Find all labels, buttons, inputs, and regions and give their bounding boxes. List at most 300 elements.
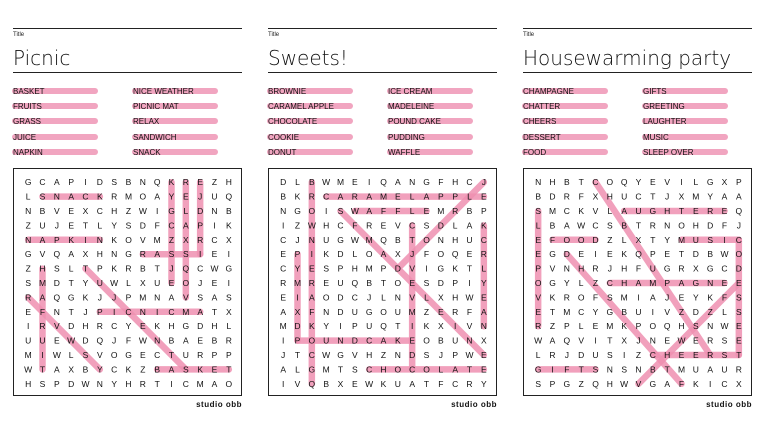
grid-letter: O: [308, 335, 316, 346]
grid-letter: D: [53, 278, 60, 288]
word-item: [13, 130, 45, 145]
grid-letter: Q: [735, 206, 743, 216]
title-rule: [523, 72, 752, 73]
grid-letter: S: [621, 364, 628, 375]
grid-letter: Z: [294, 220, 301, 231]
grid-letter: B: [649, 364, 656, 375]
grid-letter: V: [549, 263, 556, 274]
grid-letter: O: [125, 234, 132, 245]
grid-letter: B: [154, 364, 161, 375]
grid-letter: D: [139, 220, 146, 231]
grid-letter: R: [366, 220, 373, 231]
grid-letter: D: [82, 335, 89, 346]
grid-letter: I: [324, 206, 328, 216]
grid-letter: Y: [592, 306, 599, 317]
word-label: GREETING: [643, 102, 685, 112]
grid-letter: B: [308, 177, 315, 188]
grid-letter: G: [549, 249, 556, 260]
grid-letter: E: [323, 278, 330, 288]
grid-letter: J: [607, 263, 612, 274]
grid-letter: J: [367, 292, 372, 303]
word-list-col1: [268, 84, 334, 160]
letter-grid: [523, 168, 752, 396]
grid-letter: M: [692, 191, 700, 202]
grid-letter: H: [621, 278, 628, 288]
grid-letter: S: [197, 292, 204, 303]
letter-grid: [13, 168, 242, 396]
word-item: [388, 99, 441, 114]
grid-letter: T: [337, 364, 344, 375]
grid-letter: F: [39, 306, 46, 317]
grid-letter: Q: [380, 234, 387, 245]
grid-letter: H: [452, 177, 459, 188]
grid-letter: R: [351, 191, 358, 202]
grid-letter: W: [322, 350, 331, 360]
grid-letter: K: [549, 292, 556, 303]
word-label: CHATTER: [523, 102, 561, 112]
word-label: FRUITS: [13, 102, 42, 112]
puzzle-title: Housewarming party: [523, 46, 732, 70]
grid-letter: U: [323, 234, 330, 245]
grid-letter: T: [409, 234, 415, 245]
grid-letter: A: [549, 335, 556, 346]
grid-letter: M: [408, 306, 416, 317]
grid-letter: C: [606, 278, 613, 288]
grid-letter: M: [124, 191, 133, 202]
grid-letter: I: [425, 263, 428, 274]
grid-letter: V: [592, 206, 599, 216]
grid-letter: G: [225, 263, 233, 274]
grid-letter: T: [39, 364, 46, 375]
grid-letter: I: [310, 249, 314, 260]
grid-letter: B: [535, 191, 542, 202]
grid-letter: S: [125, 220, 132, 231]
grid-letter: B: [621, 220, 628, 231]
word-label: CHOCOLATE: [268, 117, 318, 127]
grid-letter: W: [365, 378, 374, 389]
grid-letter: E: [578, 249, 585, 260]
grid-letter: B: [394, 234, 401, 245]
grid-letter: C: [111, 321, 118, 332]
grid-letter: I: [213, 220, 216, 231]
grid-letter: H: [25, 378, 32, 389]
grid-letter: E: [437, 306, 444, 317]
grid-letter: A: [154, 191, 161, 202]
word-label: CHAMPAGNE: [523, 87, 574, 96]
grid-letter: W: [322, 177, 331, 188]
grid-letter: N: [25, 206, 32, 216]
grid-letter: U: [25, 335, 32, 346]
grid-letter: D: [592, 234, 599, 245]
grid-letter: L: [578, 278, 584, 288]
grid-letter: U: [96, 278, 103, 288]
grid-letter: E: [280, 249, 287, 260]
grid-letter: A: [721, 191, 728, 202]
grid-letter: A: [409, 378, 416, 389]
grid-letter: O: [649, 321, 657, 332]
grid-letter: N: [480, 321, 487, 332]
grid-letter: D: [197, 321, 204, 332]
grid-letter: L: [438, 364, 444, 375]
grid-letter: W: [307, 220, 316, 231]
grid-letter: P: [649, 249, 656, 260]
grid-letter: B: [280, 191, 287, 202]
grid-letter: C: [480, 234, 487, 245]
grid-letter: L: [467, 191, 472, 202]
grid-letter: E: [480, 292, 487, 303]
grid-letter: N: [437, 234, 444, 245]
grid-letter: Q: [380, 321, 387, 332]
grid-letter: F: [438, 177, 444, 188]
grid-letter: I: [339, 321, 342, 332]
grid-letter: C: [721, 378, 728, 389]
grid-letter: N: [25, 234, 32, 245]
grid-letter: W: [577, 220, 586, 231]
title-rule: [268, 72, 497, 73]
letter-grid: [268, 168, 497, 396]
grid-letter: I: [281, 335, 285, 346]
word-item: [643, 84, 694, 99]
grid-letter: U: [452, 335, 459, 346]
grid-letter: J: [198, 278, 203, 288]
grid-letter: C: [168, 306, 175, 317]
grid-letter: Y: [96, 364, 103, 375]
grid-letter: Y: [294, 263, 301, 274]
grid-letter: T: [380, 278, 387, 288]
grid-letter: F: [678, 378, 685, 389]
grid-letter: E: [692, 206, 699, 216]
grid-letter: D: [68, 378, 75, 389]
grid-letter: E: [649, 177, 656, 188]
grid-letter: G: [337, 350, 344, 360]
grid-canvas: [14, 169, 243, 397]
grid-letter: G: [606, 306, 614, 317]
grid-letter: T: [607, 335, 613, 346]
grid-letter: Q: [663, 321, 671, 332]
grid-letter: D: [563, 249, 570, 260]
grid-letter: N: [394, 292, 401, 303]
grid-letter: T: [736, 350, 742, 360]
grid-letter: H: [606, 191, 613, 202]
grid-letter: C: [366, 364, 373, 375]
grid-letter: A: [168, 364, 175, 375]
grid-letter: R: [452, 306, 459, 317]
word-label: NAPKIN: [13, 147, 43, 157]
grid-letter: J: [736, 220, 741, 231]
grid-letter: W: [110, 278, 119, 288]
grid-letter: S: [707, 234, 714, 245]
grid-letter: D: [68, 321, 75, 332]
grid-letter: D: [692, 306, 699, 317]
grid-letter: Q: [592, 378, 599, 389]
grid-letter: C: [308, 350, 315, 360]
grid-letter: M: [322, 364, 330, 375]
grid-letter: J: [198, 191, 203, 202]
grid-letter: V: [664, 177, 671, 188]
grid-letter: N: [139, 177, 146, 188]
grid-letter: C: [366, 335, 373, 346]
grid-letter: X: [225, 234, 232, 245]
grid-letter: R: [452, 206, 459, 216]
grid-letter: G: [294, 206, 301, 216]
grid-letter: R: [480, 249, 487, 260]
grid-letter: K: [294, 191, 301, 202]
grid-letter: B: [139, 263, 146, 274]
grid-letter: C: [82, 191, 89, 202]
grid-letter: F: [578, 191, 584, 202]
grid-letter: E: [678, 350, 685, 360]
grid-letter: S: [735, 306, 742, 317]
grid-letter: H: [111, 206, 118, 216]
grid-letter: M: [279, 321, 287, 332]
grid-letter: C: [211, 234, 218, 245]
grid-letter: I: [594, 335, 597, 346]
grid-letter: S: [39, 191, 46, 202]
grid-letter: T: [635, 220, 642, 231]
grid-letter: C: [337, 220, 344, 231]
word-label: ICE CREAM: [388, 87, 433, 96]
word-item: [388, 130, 441, 145]
grid-letter: K: [111, 234, 118, 245]
grid-letter: E: [394, 191, 401, 202]
grid-letter: A: [68, 249, 75, 260]
word-item: [268, 84, 334, 99]
grid-letter: S: [82, 350, 89, 360]
grid-letter: K: [82, 292, 89, 303]
top-rule: [523, 28, 752, 29]
grid-letter: R: [735, 364, 742, 375]
grid-letter: I: [198, 249, 202, 260]
grid-letter: J: [295, 234, 300, 245]
grid-letter: C: [592, 220, 599, 231]
grid-letter: G: [534, 364, 542, 375]
grid-letter: N: [707, 321, 714, 332]
word-item: [643, 99, 694, 114]
grid-letter: O: [182, 278, 190, 288]
grid-letter: L: [183, 206, 189, 216]
grid-letter: J: [83, 306, 88, 317]
grid-letter: N: [409, 177, 416, 188]
word-item: [268, 99, 334, 114]
grid-letter: F: [125, 335, 132, 346]
grid-letter: N: [111, 249, 118, 260]
grid-letter: A: [366, 206, 373, 216]
grid-letter: V: [394, 220, 401, 231]
title-caption: Title: [268, 32, 280, 38]
grid-letter: G: [182, 321, 190, 332]
grid-letter: F: [549, 234, 556, 245]
grid-letter: X: [621, 335, 628, 346]
grid-letter: T: [154, 378, 160, 389]
grid-letter: X: [294, 306, 301, 317]
grid-letter: D: [707, 220, 714, 231]
word-label: LAUGHTER: [643, 117, 687, 127]
grid-letter: A: [280, 306, 287, 317]
grid-letter: W: [52, 350, 61, 360]
grid-letter: A: [366, 191, 373, 202]
grid-letter: R: [592, 263, 599, 274]
grid-letter: S: [606, 220, 613, 231]
puzzle-panel-picnic: [13, 0, 242, 424]
grid-letter: G: [706, 263, 714, 274]
grid-letter: A: [308, 292, 315, 303]
grid-letter: R: [466, 378, 473, 389]
grid-letter: Q: [451, 249, 459, 260]
word-label: SLEEP OVER: [643, 147, 694, 157]
word-item: [643, 114, 694, 129]
grid-letter: A: [480, 306, 487, 317]
word-item: [13, 114, 45, 129]
grid-letter: I: [680, 177, 683, 188]
grid-letter: E: [139, 350, 146, 360]
word-item: [523, 99, 574, 114]
grid-letter: M: [677, 364, 686, 375]
grid-letter: X: [678, 191, 685, 202]
grid-letter: B: [466, 206, 473, 216]
grid-letter: O: [110, 350, 118, 360]
grid-canvas: [269, 169, 498, 397]
grid-letter: G: [337, 234, 344, 245]
word-label: COOKIE: [268, 132, 300, 142]
grid-letter: R: [39, 321, 46, 332]
grid-letter: A: [394, 177, 401, 188]
grid-letter: H: [211, 321, 218, 332]
grid-letter: W: [67, 335, 76, 346]
word-label: NICE WEATHER: [133, 87, 194, 96]
grid-letter: I: [622, 350, 626, 360]
grid-letter: X: [139, 278, 146, 288]
grid-letter: F: [380, 206, 387, 216]
grid-letter: N: [154, 292, 161, 303]
grid-letter: Z: [25, 263, 31, 274]
grid-letter: D: [280, 177, 287, 188]
grid-letter: L: [409, 191, 415, 202]
grid-letter: S: [721, 335, 728, 346]
grid-letter: H: [452, 234, 459, 245]
grid-letter: K: [692, 378, 699, 389]
grid-letter: W: [465, 292, 474, 303]
grid-letter: Y: [125, 321, 132, 332]
grid-letter: J: [481, 177, 486, 188]
grid-letter: Y: [168, 191, 175, 202]
grid-letter: L: [126, 278, 131, 288]
word-list-col2: [643, 84, 694, 160]
grid-letter: H: [678, 321, 685, 332]
grid-letter: F: [154, 220, 160, 231]
grid-letter: L: [452, 220, 458, 231]
grid-letter: L: [693, 177, 699, 188]
grid-letter: I: [155, 206, 159, 216]
grid-letter: H: [664, 350, 671, 360]
grid-letter: L: [535, 220, 541, 231]
grid-letter: U: [351, 306, 358, 317]
grid-letter: U: [154, 278, 161, 288]
grid-letter: C: [351, 292, 358, 303]
grid-letter: A: [211, 378, 218, 389]
grid-letter: D: [409, 350, 416, 360]
grid-letter: Y: [707, 191, 714, 202]
grid-letter: P: [437, 191, 444, 202]
grid-letter: J: [54, 220, 59, 231]
grid-letter: B: [366, 278, 373, 288]
grid-letter: O: [394, 364, 402, 375]
grid-letter: Z: [607, 234, 613, 245]
grid-letter: I: [112, 306, 116, 317]
grid-letter: U: [692, 234, 699, 245]
grid-letter: E: [25, 306, 32, 317]
grid-letter: R: [125, 263, 132, 274]
grid-letter: S: [592, 364, 599, 375]
grid-letter: Z: [423, 306, 430, 317]
grid-letter: W: [534, 335, 543, 346]
grid-letter: D: [337, 292, 344, 303]
grid-letter: K: [452, 263, 459, 274]
grid-letter: E: [606, 249, 613, 260]
grid-letter: D: [549, 191, 556, 202]
grid-letter: I: [453, 321, 457, 332]
grid-letter: K: [168, 177, 175, 188]
grid-letter: T: [650, 191, 656, 202]
grid-letter: E: [592, 321, 599, 332]
grid-letter: Q: [620, 177, 628, 188]
grid-letter: O: [322, 292, 330, 303]
grid-letter: E: [380, 220, 387, 231]
grid-letter: P: [351, 321, 358, 332]
grid-letter: C: [563, 206, 570, 216]
grid-letter: N: [664, 220, 671, 231]
grid-letter: A: [53, 177, 60, 188]
grid-letter: P: [96, 306, 103, 317]
grid-letter: J: [281, 350, 286, 360]
grid-letter: G: [308, 364, 316, 375]
grid-letter: A: [380, 249, 387, 260]
grid-letter: O: [735, 249, 743, 260]
word-item: [13, 99, 45, 114]
grid-letter: E: [182, 191, 189, 202]
grid-letter: S: [323, 263, 330, 274]
grid-letter: D: [692, 249, 699, 260]
word-item: [268, 130, 334, 145]
grid-letter: H: [664, 206, 671, 216]
grid-letter: V: [294, 378, 301, 389]
grid-letter: P: [452, 350, 459, 360]
grid-letter: Y: [111, 378, 118, 389]
word-item: [13, 84, 45, 99]
grid-letter: R: [197, 234, 204, 245]
grid-letter: J: [636, 335, 641, 346]
grid-letter: R: [280, 278, 287, 288]
grid-letter: O: [678, 220, 685, 231]
grid-letter: N: [96, 234, 103, 245]
word-label: FOOD: [523, 147, 547, 157]
grid-letter: L: [409, 206, 415, 216]
grid-letter: C: [578, 306, 585, 317]
grid-letter: S: [351, 364, 358, 375]
word-item: [523, 114, 574, 129]
word-item: [643, 145, 694, 160]
grid-letter: D: [197, 206, 204, 216]
grid-letter: O: [308, 206, 316, 216]
grid-letter: A: [53, 364, 60, 375]
grid-letter: N: [606, 364, 613, 375]
grid-letter: L: [68, 350, 74, 360]
grid-letter: H: [82, 321, 89, 332]
grid-letter: O: [606, 177, 614, 188]
grid-letter: R: [549, 350, 556, 360]
word-item: [133, 114, 194, 129]
grid-letter: N: [323, 306, 330, 317]
grid-letter: E: [735, 278, 742, 288]
